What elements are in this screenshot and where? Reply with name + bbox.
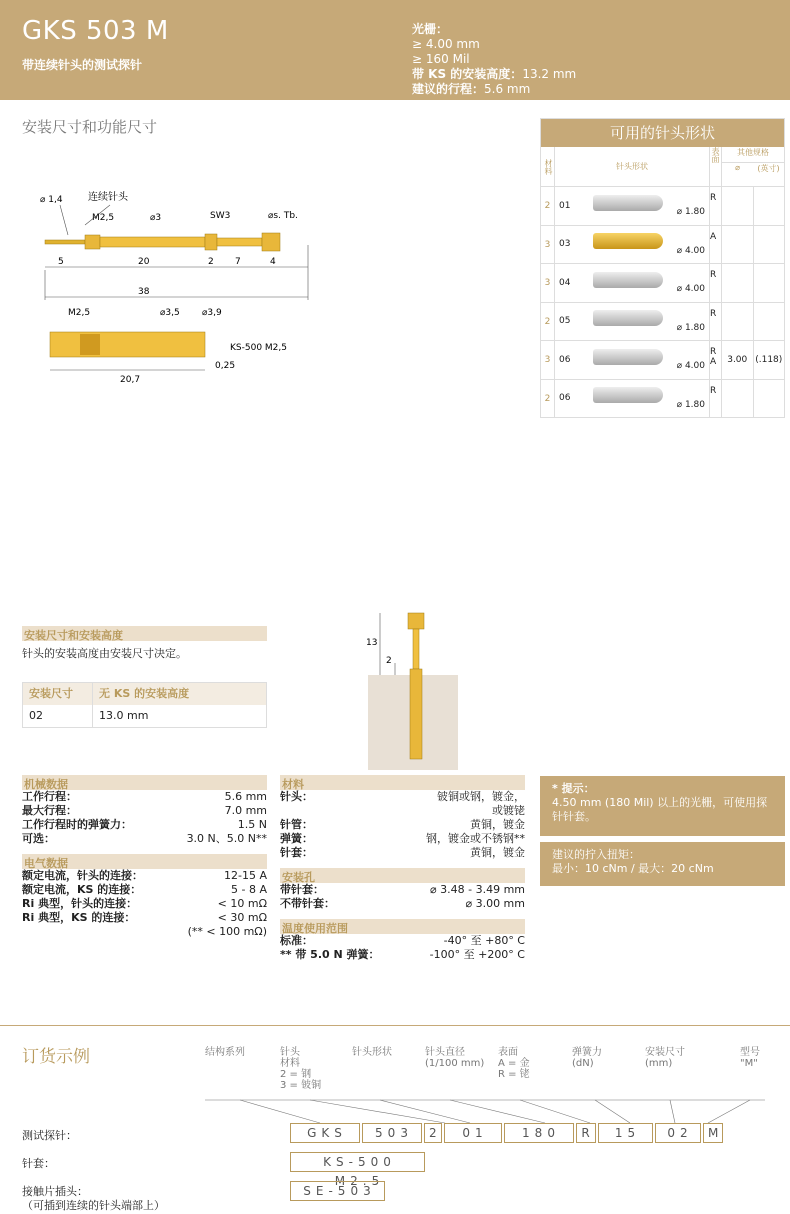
tip-dia: ⌀ 1.80 [583, 187, 710, 225]
tip-surf: R [710, 303, 722, 341]
order-c5b: A = 金 [498, 1058, 530, 1069]
spec-stroke-label: 建议的行程： [412, 82, 485, 96]
order-code-4: 180 [504, 1123, 574, 1143]
tip-mat: 2 [541, 380, 555, 418]
elec-value: 12-15 A [224, 869, 267, 882]
dim-2: 2 [208, 257, 214, 267]
col-other: 其他规格 [737, 148, 769, 157]
order-c2c: 2 = 钢 [280, 1069, 312, 1080]
hole-row [280, 883, 525, 897]
install-band: 安装尺寸和安装高度 [22, 626, 267, 641]
mat-label: 针管： [280, 818, 313, 831]
mech-row [22, 818, 267, 832]
tip-o1 [722, 303, 754, 341]
mat-row [280, 846, 525, 860]
order-divider [0, 1025, 790, 1026]
tip-code: 01 [559, 200, 571, 211]
mat-row [280, 832, 525, 846]
hole-row [280, 897, 525, 911]
mech-row [22, 832, 267, 846]
tip-dia: ⌀ 1.80 [583, 303, 710, 341]
mech-value: 1.5 N [237, 818, 267, 831]
tip-dia: ⌀ 1.80 [583, 380, 710, 418]
tip-surf: R [710, 380, 722, 418]
temp-row [280, 948, 525, 962]
header-left [0, 0, 400, 100]
mech-band: 机械数据 [22, 775, 267, 790]
tip-surf: R [710, 264, 722, 302]
tip-shape-icon [593, 233, 663, 249]
elec-label: Ri 典型，针头的连接： [22, 897, 138, 910]
elec-row [22, 897, 267, 911]
section-title: 安装尺寸和功能尺寸 [22, 118, 158, 136]
order-c6a: 弹簧力 [572, 1047, 602, 1058]
order-code-6: 15 [598, 1123, 653, 1143]
tip-mat: 3 [541, 264, 555, 302]
dim-d35: ⌀3,5 [160, 308, 180, 318]
order-connector-lines [200, 1095, 770, 1125]
order-c5a: 表面 [498, 1047, 518, 1058]
elec-value: < 10 mΩ [217, 897, 267, 910]
order-code-1: 503 [362, 1123, 422, 1143]
mat-value: 钢，镀金或不锈钢** [426, 832, 525, 845]
dim-m25: M2,5 [92, 213, 115, 223]
mat-value: 铍铜或钢，镀金， [437, 790, 525, 803]
order-c1: 结构系列 [205, 1047, 245, 1058]
order-r1: 测试探针： [22, 1129, 77, 1142]
order-code-5: R [576, 1123, 596, 1143]
install-h1: 安装尺寸 [23, 683, 93, 705]
temp-label: ** 带 5.0 N 弹簧： [280, 948, 380, 961]
order-c4b: (1/100 mm) [425, 1058, 485, 1069]
order-r3b: （可插到连续的针头端部上） [22, 1199, 165, 1212]
mech-row [22, 804, 267, 818]
install-v2: 13.0 mm [99, 709, 149, 722]
mech-value: 3.0 N、5.0 N** [186, 832, 267, 845]
tip-code: 05 [559, 316, 571, 327]
spec-grid-mm: ≥ 4.00 mm [412, 37, 480, 51]
tip-o1: 3.00 [722, 341, 754, 379]
tip-code: 06 [559, 393, 571, 404]
tip-row [541, 264, 784, 303]
order-c3: 针头形状 [352, 1047, 392, 1058]
install-table [22, 682, 267, 728]
order-c2b: 材料 [280, 1058, 300, 1069]
mat-value: 黄铜，镀金 [470, 818, 525, 831]
dim-5: 5 [58, 257, 64, 267]
order-c8 [740, 1047, 760, 1069]
install-h2: 无 KS 的安装高度 [99, 687, 190, 700]
tip-row [541, 380, 784, 419]
order-r3: 接触片插头： [22, 1185, 88, 1198]
hole-label: 不带针套： [280, 897, 335, 910]
elec-label: 额定电流，KS 的连接： [22, 883, 142, 896]
order-code-7: 02 [655, 1123, 701, 1143]
mat-value: 黄铜，镀金 [470, 846, 525, 859]
tip-shape-icon [593, 387, 663, 403]
mech-label: 工作行程时的弹簧力： [22, 818, 132, 831]
mech-label: 工作行程： [22, 790, 77, 803]
dim-207: 20,7 [120, 375, 141, 385]
elec-row [22, 925, 267, 939]
order-c8b: "M" [740, 1058, 758, 1069]
col-shape: 针头形状 [555, 147, 710, 186]
order-code-2: 2 [424, 1123, 442, 1143]
tip-dia: ⌀ 4.00 [583, 264, 710, 302]
dim-025: 0,25 [215, 361, 236, 371]
tip-mat: 3 [541, 226, 555, 264]
tip-surf: A [710, 226, 722, 264]
mech-row [22, 790, 267, 804]
note-torque [540, 842, 785, 886]
temp-value: -100° 至 +200° C [429, 948, 525, 961]
order-se-code: SE-503 [290, 1181, 385, 1201]
order-c6 [572, 1047, 602, 1069]
dim-d39: ⌀3,9 [202, 308, 222, 318]
dimension-drawing [20, 190, 320, 390]
order-c4 [425, 1047, 484, 1069]
temp-value: -40° 至 +80° C [443, 934, 525, 947]
note1-text: 4.50 mm (180 Mil) 以上的光栅，可使用探针针套。 [552, 796, 768, 823]
order-ks-code: KS-500 M2.5 [290, 1152, 425, 1172]
hole-value: ⌀ 3.00 mm [465, 897, 525, 910]
spec-height-value: 13.2 mm [522, 67, 577, 81]
tip-shape-icon [593, 195, 663, 211]
tip-o2: (.118) [755, 354, 783, 365]
order-c5c: R = 铑 [498, 1069, 530, 1080]
mat-value: 或镀铑 [492, 804, 525, 817]
order-c2 [280, 1047, 321, 1091]
mat-row [280, 790, 525, 804]
elec-value: (** < 100 mΩ) [187, 925, 267, 938]
elec-band: 电气数据 [22, 854, 267, 869]
temp-row [280, 934, 525, 948]
dim-m25b: M2,5 [68, 308, 91, 318]
note1-title: * 提示： [552, 782, 595, 795]
spec-height [412, 67, 576, 82]
tip-dia: ⌀ 4.00 [583, 226, 710, 264]
mat-label: 弹簧： [280, 832, 313, 845]
tip-o1 [722, 264, 754, 302]
dim-sw3: SW3 [210, 211, 231, 221]
col-surface: 表面 [710, 147, 722, 186]
spec-height-label: 带 KS 的安装高度： [412, 67, 523, 81]
tip-code: 04 [559, 277, 571, 288]
tip-shape-icon [593, 272, 663, 288]
mat-band: 材料 [280, 775, 525, 790]
tip-mat: 2 [541, 187, 555, 225]
hole-band: 安装孔 [280, 868, 525, 883]
mech-value: 7.0 mm [224, 804, 267, 817]
col-dia: ⌀ [735, 163, 740, 172]
note2-text: 最小：10 cNm / 最大：20 cNm [552, 862, 714, 875]
order-code-boxes [290, 1123, 723, 1143]
order-c7a: 安装尺寸 [645, 1047, 685, 1058]
order-c7b: (mm) [645, 1058, 673, 1069]
order-c4a: 针头直径 [425, 1047, 465, 1058]
tip-dia: ⌀ 4.00 [583, 341, 710, 379]
elec-row [22, 911, 267, 925]
order-c6b: (dN) [572, 1058, 594, 1069]
elec-label: 额定电流，针头的连接： [22, 869, 143, 882]
tip-shape-icon [593, 349, 663, 365]
note-tip [540, 776, 785, 836]
col-inch: (英寸) [757, 164, 780, 173]
dim-d14: ⌀ 1,4 [40, 195, 63, 205]
hole-value: ⌀ 3.48 - 3.49 mm [430, 883, 525, 896]
order-c2a: 针头 [280, 1047, 300, 1058]
spec-grid-label: 光栅： [412, 22, 449, 36]
mech-section [22, 775, 267, 939]
dim-d3: ⌀3 [150, 213, 162, 223]
tip-row [541, 226, 784, 265]
tip-surf: R [710, 187, 722, 225]
tip-table-title: 可用的针头形状 [541, 119, 784, 147]
col-material: 材料 [541, 147, 555, 186]
order-code-3: 01 [444, 1123, 502, 1143]
dim-7: 7 [235, 257, 241, 267]
tip-shape-icon [593, 310, 663, 326]
order-c8a: 型号 [740, 1047, 760, 1058]
order-code-0: GKS [290, 1123, 360, 1143]
elec-value: 5 - 8 A [231, 883, 267, 896]
tip-o1 [722, 380, 754, 418]
order-r2: 针套： [22, 1157, 55, 1170]
order-title: 订货示例 [22, 1047, 90, 1067]
tip-o1 [722, 187, 754, 225]
temp-band: 温度使用范围 [280, 919, 525, 934]
elec-row [22, 869, 267, 883]
tip-table [540, 118, 785, 418]
dim-13: 13 [366, 638, 378, 648]
mech-label: 可选： [22, 832, 55, 845]
install-v1: 02 [23, 705, 93, 727]
tip-rows [541, 187, 784, 418]
tip-code: 03 [559, 239, 571, 250]
tip-mat: 3 [541, 341, 555, 379]
mech-value: 5.6 mm [224, 790, 267, 803]
dim-38: 38 [138, 287, 150, 297]
elec-value: < 30 mΩ [217, 911, 267, 924]
elec-label: Ri 典型，KS 的连接： [22, 911, 136, 924]
product-title: GKS 503 M [22, 16, 169, 46]
note2-title: 建议的拧入扭矩： [552, 848, 640, 861]
tip-mat: 2 [541, 303, 555, 341]
dim-20: 20 [138, 257, 150, 267]
spec-stroke-value: 5.6 mm [484, 82, 531, 96]
temp-label: 标准： [280, 934, 313, 947]
hole-label: 带针套： [280, 883, 324, 896]
tip-o1 [722, 226, 754, 264]
elec-row [22, 883, 267, 897]
mech-label: 最大行程： [22, 804, 77, 817]
install-drawing [360, 605, 460, 770]
install-text: 针头的安装高度由安装尺寸决定。 [22, 647, 187, 660]
dim-4: 4 [270, 257, 276, 267]
tip-row [541, 303, 784, 342]
dim-2b: 2 [386, 656, 392, 666]
order-c5 [498, 1047, 530, 1080]
tip-row [541, 341, 784, 380]
order-se [290, 1181, 385, 1201]
dim-ds: ⌀s. Tb. [268, 211, 298, 221]
tip-row [541, 187, 784, 226]
mat-section [280, 775, 525, 962]
order-c7 [645, 1047, 685, 1069]
mat-row [280, 804, 525, 818]
order-ks [290, 1152, 425, 1188]
mat-label: 针头： [280, 790, 313, 803]
order-c2d: 3 = 铍铜 [280, 1080, 322, 1091]
order-code-8: M [703, 1123, 723, 1143]
tip-surf: R A [710, 341, 722, 379]
mat-row [280, 818, 525, 832]
dim-cont-tip: 连续针头 [88, 192, 128, 203]
product-subtitle: 带连续针头的测试探针 [22, 58, 143, 72]
spec-stroke [412, 82, 530, 97]
mat-label: 针套： [280, 846, 313, 859]
spec-grid-mil: ≥ 160 Mil [412, 52, 470, 66]
dim-ks: KS-500 M2,5 [230, 343, 287, 353]
tip-code: 06 [559, 354, 571, 365]
